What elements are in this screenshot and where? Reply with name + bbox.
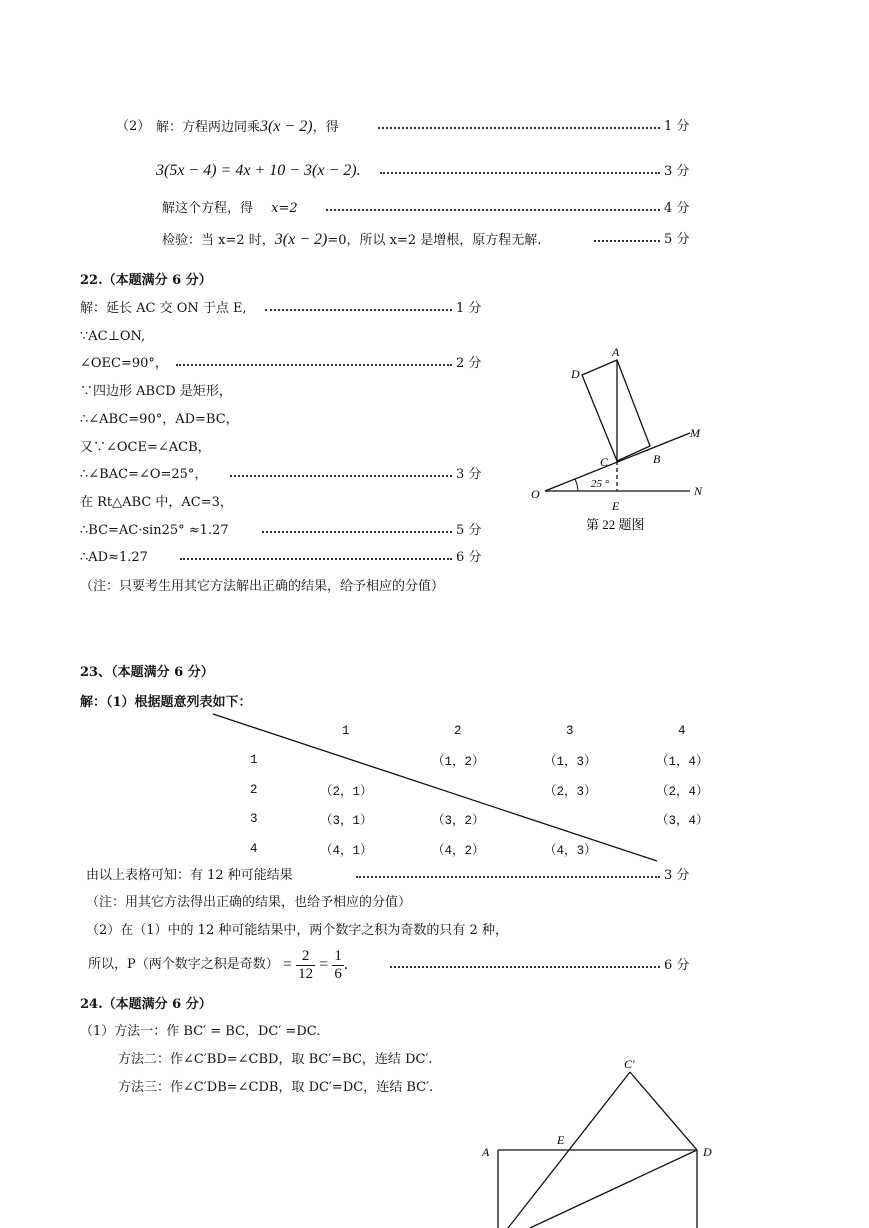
q22-heading: 22.（本题满分 6 分） xyxy=(80,273,212,288)
equals-sign: = xyxy=(282,956,292,973)
label-C-prime: C′ xyxy=(624,1057,635,1071)
q22-line: ∴∠BAC=∠O=25°， xyxy=(80,467,208,482)
score-mark: 2 分 xyxy=(456,356,482,371)
label-A: A xyxy=(612,345,620,359)
q22-line: 解：延长 AC 交 ON 于点 E, xyxy=(80,301,247,316)
label-C: C xyxy=(600,455,609,469)
label-O: O xyxy=(531,487,540,501)
table-col-header: 3 xyxy=(566,723,574,738)
table-row xyxy=(250,746,758,776)
q22-line: ∵四边形 ABCD 是矩形， xyxy=(80,384,232,399)
table-cell: （2，3） xyxy=(544,784,597,799)
q22-line: ∵AC⊥ON, xyxy=(80,329,146,344)
table-header-row xyxy=(250,716,758,746)
score-mark: 1 分 xyxy=(456,301,482,316)
label-E: E xyxy=(612,499,620,513)
label-E: E xyxy=(557,1133,565,1147)
table-cell: （3，2） xyxy=(432,814,485,829)
score-mark: 3 分 xyxy=(664,164,690,179)
segment-C-prime-D xyxy=(630,1072,697,1150)
q22-line: ∠OEC=90°， xyxy=(80,356,168,371)
table-cell: （2，1） xyxy=(320,784,373,799)
fraction-1-6: $\frac{1}{6}$ xyxy=(334,947,342,982)
score-mark: 6 分 xyxy=(456,550,482,565)
table-cell xyxy=(432,775,544,805)
q23-intro: 解：（1）根据题意列表如下： xyxy=(80,695,252,710)
leader-dots xyxy=(390,966,660,968)
leader-dots xyxy=(356,876,660,878)
table-cell: （4，2） xyxy=(432,843,485,858)
table-cell xyxy=(320,746,432,776)
q22-note: （注：只要考生用其它方法解出正确的结果，给予相应的分值） xyxy=(80,579,445,594)
score-mark: 3 分 xyxy=(664,868,690,883)
table-cell: （3，4） xyxy=(656,814,709,829)
q23-part2: （2）在（1）中的 12 种可能结果中，两个数字之积为奇数的只有 2 种， xyxy=(86,923,508,938)
table-row-header: 1 xyxy=(250,753,258,768)
q22-line: 在 Rt△ABC 中，AC=3， xyxy=(80,495,233,510)
q23-probability-line: 所以，P（两个数字之积是奇数） = $\frac{2}{12}$ = $\frac{1}{6}$ . xyxy=(88,947,348,982)
table-col-header: 2 xyxy=(454,723,462,738)
table-corner-cell xyxy=(250,716,320,746)
table-cell: （1，4） xyxy=(656,755,709,770)
label-D: D xyxy=(703,1145,712,1159)
prob-lead: 所以，P（两个数字之积是奇数） xyxy=(88,957,279,972)
score-mark: 1 分 xyxy=(664,119,690,134)
q23-conclusion: 由以上表格可知：有 12 种可能结果 xyxy=(86,868,293,883)
table-cell: （4，3） xyxy=(544,843,597,858)
part2-multiplier: 3(x − 2) xyxy=(260,118,313,135)
table-cell xyxy=(544,805,656,835)
q24-method1: （1）方法一：作 BC′ = BC，DC′ =DC. xyxy=(80,1024,321,1039)
q23-note: （注：用其它方法得出正确的结果，也给予相应的分值） xyxy=(86,895,412,910)
q22-line: ∴BC=AC·sin25° ≈1.27 xyxy=(80,523,229,538)
q24-figure xyxy=(470,1050,730,1228)
table-cell: （2，4） xyxy=(656,784,709,799)
table-col-header: 4 xyxy=(678,723,686,738)
solve-x: x=2 xyxy=(271,201,298,216)
label-N: N xyxy=(694,484,703,498)
check-tail: =0，所以 x=2 是增根，原方程无解. xyxy=(327,233,542,248)
q24-method2: 方法二：作∠C′BD=∠CBD，取 BC′=BC，连结 DC′. xyxy=(118,1052,433,1067)
table-row-header: 3 xyxy=(250,812,258,827)
q24-method3: 方法三：作∠C′DB=∠CDB，取 DC′=DC，连结 BC′. xyxy=(118,1080,434,1095)
table-row xyxy=(250,775,758,805)
table-row-header: 4 xyxy=(250,841,258,856)
q22-line: 又∵∠OCE=∠ACB， xyxy=(80,440,211,455)
label-A: A xyxy=(482,1145,490,1159)
score-mark: 5 分 xyxy=(664,232,690,247)
part2-solve-tail: ，得 xyxy=(312,120,339,135)
score-mark: 3 分 xyxy=(456,467,482,482)
table-cell: （1，2） xyxy=(432,755,485,770)
table-cell: （1，3） xyxy=(544,755,597,770)
table-cell xyxy=(656,834,758,864)
part2-solve-lead: 解：方程两边同乘 xyxy=(156,120,261,135)
score-mark: 6 分 xyxy=(664,958,690,973)
table-cell: （4，1） xyxy=(320,843,373,858)
diagonal-BD xyxy=(530,1150,697,1228)
part2-label: （2） xyxy=(116,119,151,134)
q24-heading: 24.（本题满分 6 分） xyxy=(80,997,212,1012)
label-D: D xyxy=(571,367,580,381)
solve-text: 解这个方程，得 xyxy=(162,201,254,216)
fraction-2-12: $\frac{2}{12}$ xyxy=(298,947,314,982)
figure-caption: 第 22 题图 xyxy=(586,517,645,532)
score-mark: 5 分 xyxy=(456,523,482,538)
score-mark: 4 分 xyxy=(664,201,690,216)
q22-line: ∴AD≈1.27 xyxy=(80,550,148,565)
label-B: B xyxy=(653,452,661,466)
q23-heading: 23、（本题满分 6 分） xyxy=(80,665,214,680)
table-row xyxy=(250,805,758,835)
equals-sign: = xyxy=(319,956,329,973)
table-col-header: 1 xyxy=(342,723,350,738)
label-M: M xyxy=(690,426,700,440)
equation-line: 3(5x − 4) = 4x + 10 − 3(x − 2). xyxy=(156,162,361,179)
q22-line: ∴∠ABC=90°，AD=BC， xyxy=(80,412,239,427)
table-cell: （3，1） xyxy=(320,814,373,829)
check-expr: 3(x − 2) xyxy=(274,231,328,248)
probability-table xyxy=(250,716,758,864)
table-row-header: 2 xyxy=(250,782,258,797)
angle-label: 25 ° xyxy=(591,478,610,490)
check-lead: 检验：当 x=2 时， xyxy=(162,233,275,248)
table-row xyxy=(250,834,758,864)
